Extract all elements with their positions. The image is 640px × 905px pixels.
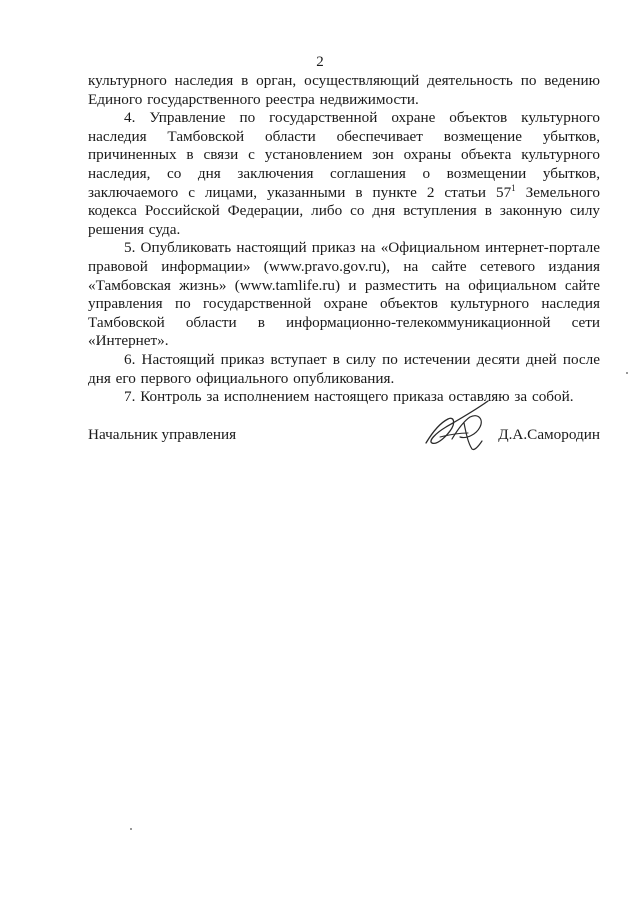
document-body	[88, 72, 600, 407]
paragraph-continuation: культурного наследия в орган, осуществляющий деятельность по ведению Единого государственного реестра недвижимости.	[88, 72, 600, 108]
scan-artifact	[626, 372, 628, 374]
paragraph-4	[88, 109, 600, 239]
paragraph-7: 7. Контроль за исполнением настоящего приказа оставляю за собой.	[124, 388, 574, 406]
paragraph-4-text-end: Земельного кодекса Российской Федерации, либо со дня вступления в законную силу решения суда.	[88, 183, 601, 238]
signature-block	[88, 393, 600, 463]
paragraph-5: 5. Опубликовать настоящий приказ на «Официальном интернет-портале правовой информации» (www.pravo.gov.ru), на сайте сетевого издания «Тамбовская жизнь» (www.tamlife.ru) и разместить на официальном сайте управления по государственной охране объектов культурного наследия Тамбовской области в информационно-телекоммуникационной сети «Интернет».	[88, 239, 600, 350]
article-superscript: 1	[511, 182, 516, 193]
paragraph-4-text: 4. Управление по государственной охране объектов культурного наследия Тамбовской области обеспечивает возмещение убытков, причиненных в связи с установлением зон охраны объекта культурного наследия, со дня заключения соглашения о возмещении убытков, заключаемого с лицами, указанными в пункте 2 статьи 57	[88, 109, 600, 201]
signatory-name: Д.А.Самородин	[498, 426, 600, 443]
signatory-position: Начальник управления	[88, 426, 237, 443]
handwritten-signature-icon	[418, 393, 528, 455]
page-number: 2	[316, 54, 324, 70]
paragraph-6: 6. Настоящий приказ вступает в силу по истечении десяти дней после дня его первого официального опубликования.	[88, 350, 600, 387]
scan-artifact	[130, 828, 132, 830]
